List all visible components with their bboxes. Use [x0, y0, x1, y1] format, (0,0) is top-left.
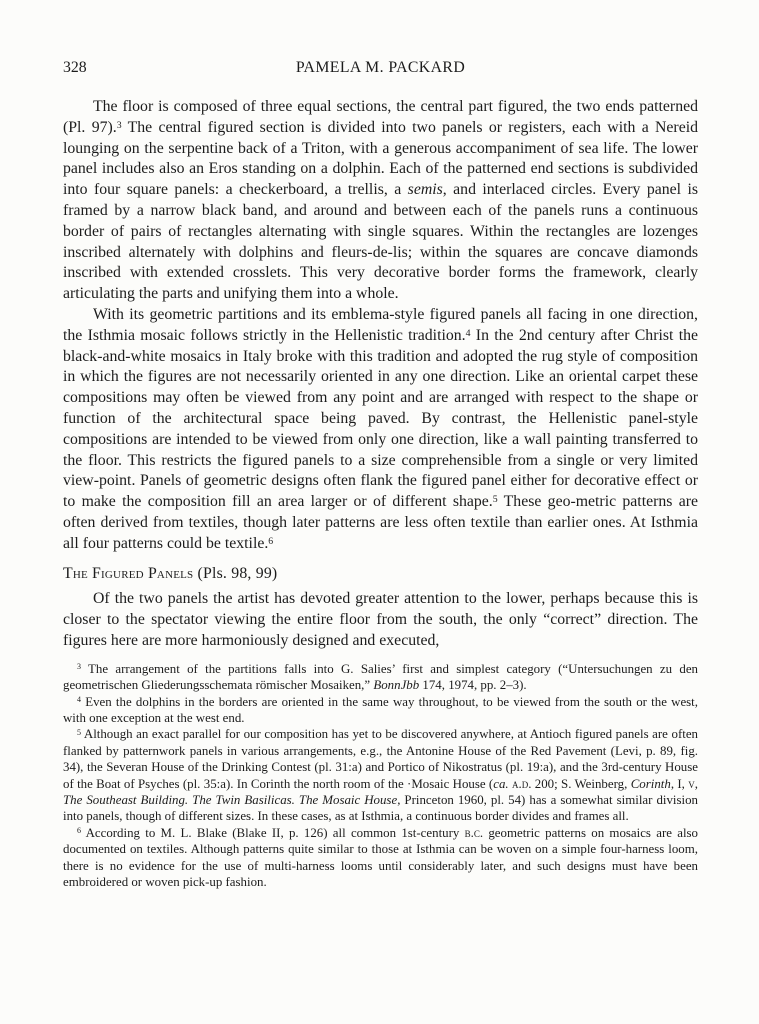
footnote: $^4$ Even the dolphins in the borders are oriented in the same way throughout, to be viewed from the south or the west, with one exception at the west end. — [63, 694, 698, 725]
footnote: $^6$ According to M. L. Blake (Blake II, p. 126) all common 1st-century b.c. geometric patterns on mosaics are also documented on textiles. Although patterns quite similar to those at Isthmia can be woven on a simple four-harness loom, there is no evidence for the use of multi-harness looms until considerably later, and such designs must have been embroidered or woven pick-up fashion. — [63, 825, 698, 889]
section-heading — [63, 564, 698, 585]
footnote: $^3$ The arrangement of the partitions falls into G. Salies’ first and simplest category (“Untersuchungen zu den geometrischen Gliederungsschemata römischer Mosaiken,” BonnJbb 174, 1974, pp. 2–3). — [63, 661, 698, 693]
footnote: $^5$ Although an exact parallel for our composition has yet to be discovered anywhere, at Antioch figured panels are often flanked by patternwork panels in various arrangements, e.g., the Antonine House of the Red Pavement (Levi, p. 89, fig. 34), the Severan House of the Drinking Contest (pl. 31:a) and Portico of Nikostratus (pl. 19:a), and the 3rd-century House of the Boat of Psyches (pl. 35:a). In Corinth the north room of the ·Mosaic House (ca. a.d. 200; S. Weinberg, Corinth, I, v, The Southeast Building. The Twin Basilicas. The Mosaic House, Princeton 1960, pl. 54) has a somewhat similar division into panels, though of different sizes. In these cases, as at Isthmia, a continuous border divides and frames all. — [63, 727, 699, 824]
section-heading-title: The Figured Panels — [63, 564, 194, 582]
body-paragraph: The floor is composed of three equal sections, the central part figured, the two ends patterned (Pl. 97).$^3$ The central figured section is divided into two panels or registers, each with a Nereid lounging on the serpentine back of a Triton, with a generous accompaniment of sea life. The lower panel includes also an Eros standing on a dolphin. Each of the patterned end sections is subdivided into four square panels: a checkerboard, a trellis, a semis, and interlaced circles. Every panel is framed by a narrow black band, and around and between each of the panels runs a continuous border of pairs of rectangles alternating with single squares. Within the rectangles are lozenges inscribed alternately with dolphins and fleurs-de-lis; within the squares are concave diamonds inscribed with extended crosslets. This very decorative border forms the framework, clearly articulating the parts and unifying them into a whole. — [63, 98, 698, 303]
footnotes-block — [63, 661, 698, 891]
article-body — [63, 97, 698, 652]
body-paragraph: With its geometric partitions and its emblema-style figured panels all facing in one direction, the Isthmia mosaic follows strictly in the Hellenistic tradition.$^4$ In the 2nd century after Christ the black-and-white mosaics in Italy broke with this tradition and adopted the rug style of composition in which the figures are not necessarily oriented in any one direction. Like an oriental carpet these compositions may often be viewed from any point and are arranged with respect to the shape or function of the architectural space being paved. By contrast, the Hellenistic panel-style compositions are intended to be viewed from only one direction, like a wall painting transferred to the floor. This restricts the figured panels to a size comprehensible from a single or very limited view-point. Panels of geometric designs often flank the figured panel either for decorative effect or to make the composition fill an area larger or of different shape.$^5$ These geo-metric patterns are often derived from textiles, though later patterns are less often textile than earlier ones. At Isthmia all four patterns could be textile.$^6$ — [63, 305, 698, 552]
section-heading-plates: (Pls. 98, 99) — [193, 564, 278, 582]
running-head: PAMELA M. PACKARD — [295, 59, 466, 76]
page-header — [63, 57, 698, 78]
text-block — [63, 57, 698, 890]
body-paragraph: Of the two panels the artist has devoted greater attention to the lower, perhaps because this is closer to the spectator viewing the entire floor from the south, the only “correct” direction. The figures here are more harmoniously designed and executed, — [63, 590, 698, 649]
page-number: 328 — [63, 59, 87, 76]
